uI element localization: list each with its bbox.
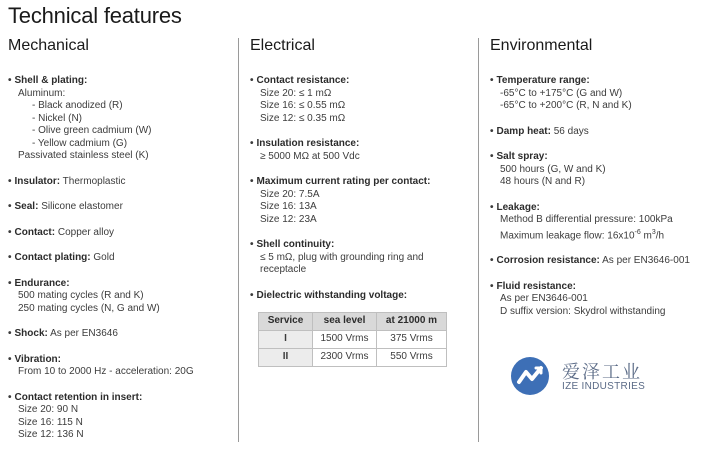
current-rating-label: Maximum current rating per contact: — [256, 176, 431, 187]
leakage-exponent: -6 — [634, 228, 641, 236]
vibration-value: From 10 to 2000 Hz - acceleration: 20G — [18, 366, 194, 377]
salt-spray-label: Salt spray: — [496, 151, 548, 162]
vibration-label: Vibration: — [14, 353, 61, 365]
salt-line: 48 hours (N and R) — [500, 176, 586, 187]
insulation-resistance-label: Insulation resistance: — [256, 138, 360, 149]
contact-value: Copper alloy — [55, 226, 114, 238]
current-rating-item — [250, 176, 475, 226]
current-line: Size 12: 23A — [260, 213, 317, 225]
temperature-line: -65°C to +175°C (G and W) — [500, 87, 623, 99]
endurance-line: 500 mating cycles (R and K) — [18, 290, 144, 301]
mechanical-column — [8, 37, 236, 455]
shock-label: Shock: — [14, 328, 48, 339]
table-header: Service — [259, 313, 313, 331]
current-line: Size 16: 13A — [260, 201, 317, 212]
contact-plating-label: Contact plating: — [14, 252, 91, 263]
shell-plating-item — [8, 75, 236, 163]
dielectric-item — [250, 290, 475, 368]
resistance-line: Size 16: ≤ 0.55 mΩ — [260, 100, 346, 111]
aluminum-label: Aluminum: — [18, 87, 66, 99]
contact-resistance-item — [250, 75, 475, 125]
insulator-item — [8, 176, 236, 189]
endurance-item — [8, 278, 236, 316]
damp-heat-value: 56 days — [550, 125, 589, 137]
page-title: Technical features — [8, 3, 182, 28]
fluid-line: As per EN3646-001 — [500, 293, 588, 305]
fluid-resistance-item — [490, 281, 720, 319]
mechanical-heading: Mechanical — [8, 37, 89, 54]
leakage-unit-suffix: /h — [655, 229, 665, 241]
seal-value: Silicone elastomer — [38, 201, 123, 212]
temperature-line: -65°C to +200°C (R, N and K) — [500, 100, 632, 111]
electrical-heading: Electrical — [250, 37, 315, 54]
salt-spray-item — [490, 151, 720, 189]
column-divider — [478, 38, 479, 442]
leakage-label: Leakage: — [496, 201, 540, 213]
table-header: sea level — [313, 313, 377, 331]
leakage-unit-exponent: 3 — [651, 228, 656, 236]
plating-option: - Nickel (N) — [32, 112, 82, 124]
fluid-resistance-label: Fluid resistance: — [496, 280, 576, 292]
contact-retention-label: Contact retention in insert: — [14, 391, 143, 403]
contact-label: Contact: — [14, 226, 56, 238]
table-cell: 375 Vrms — [377, 331, 447, 349]
plating-option: - Yellow cadmium (G) — [32, 137, 128, 149]
table-cell: II — [259, 349, 313, 367]
dielectric-label: Dielectric withstanding voltage: — [256, 289, 408, 301]
dielectric-table — [258, 312, 447, 367]
logo-chinese-text: 爱泽工业 — [562, 362, 642, 383]
insulator-label: Insulator: — [14, 175, 61, 187]
plating-option: - Olive green cadmium (W) — [32, 125, 152, 136]
logo-english-text: IZE INDUSTRIES — [562, 381, 646, 392]
endurance-line: 250 mating cycles (N, G and W) — [18, 302, 160, 314]
continuity-line: receptacle — [260, 264, 307, 275]
vibration-item — [8, 354, 236, 379]
ize-logo — [510, 356, 650, 396]
shock-value: As per EN3646 — [47, 328, 118, 339]
leakage-unit: m — [640, 229, 652, 241]
salt-line: 500 hours (G, W and K) — [500, 163, 606, 175]
temperature-item — [490, 75, 720, 113]
current-line: Size 20: 7.5A — [260, 188, 320, 200]
logo-mark-icon — [510, 356, 550, 396]
plating-option: - Black anodized (R) — [32, 100, 123, 111]
leakage-item — [490, 202, 720, 243]
retention-line: Size 12: 136 N — [18, 429, 84, 440]
corrosion-label: Corrosion resistance: — [496, 255, 600, 267]
leakage-line — [490, 227, 720, 243]
table-cell: 550 Vrms — [377, 349, 447, 367]
shell-plating-label: Shell & plating: — [14, 75, 88, 86]
electrical-column — [250, 37, 475, 380]
insulator-value: Thermoplastic — [60, 175, 126, 187]
column-divider — [238, 38, 239, 442]
table-cell: 2300 Vrms — [313, 349, 377, 367]
seal-item — [8, 201, 236, 214]
seal-label: Seal: — [14, 201, 39, 212]
corrosion-value: As per EN3646-001 — [599, 255, 690, 267]
corrosion-item — [490, 255, 720, 268]
table-cell: 1500 Vrms — [313, 331, 377, 349]
table-header-row — [259, 313, 447, 331]
environmental-column — [490, 37, 720, 331]
contact-plating-value: Gold — [90, 252, 115, 263]
leakage-line: Method B differential pressure: 100kPa — [500, 214, 673, 225]
shell-continuity-item — [250, 239, 475, 277]
contact-item — [8, 227, 236, 240]
resistance-line: Size 20: ≤ 1 mΩ — [260, 87, 332, 99]
contact-plating-item — [8, 252, 236, 265]
table-header: at 21000 m — [377, 313, 447, 331]
contact-retention-item — [8, 392, 236, 442]
retention-line: Size 20: 90 N — [18, 404, 79, 415]
leakage-text: Maximum leakage flow: 16x10 — [500, 229, 635, 241]
temperature-label: Temperature range: — [496, 75, 590, 86]
environmental-heading: Environmental — [490, 37, 593, 54]
continuity-line: ≤ 5 mΩ, plug with grounding ring and — [260, 251, 424, 263]
damp-heat-label: Damp heat: — [496, 125, 551, 137]
table-row — [259, 331, 447, 349]
stainless-option: Passivated stainless steel (K) — [18, 150, 149, 161]
insulation-resistance-item — [250, 138, 475, 163]
table-cell: I — [259, 331, 313, 349]
contact-resistance-label: Contact resistance: — [256, 75, 350, 86]
resistance-line: Size 12: ≤ 0.35 mΩ — [260, 112, 346, 124]
shell-continuity-label: Shell continuity: — [256, 239, 335, 250]
retention-line: Size 16: 115 N — [18, 416, 83, 428]
damp-heat-item — [490, 126, 720, 139]
insulation-value: ≥ 5000 MΩ at 500 Vdc — [260, 150, 360, 162]
table-row — [259, 349, 447, 367]
endurance-label: Endurance: — [14, 277, 70, 289]
fluid-line: D suffix version: Skydrol withstanding — [500, 305, 666, 317]
shock-item — [8, 328, 236, 341]
